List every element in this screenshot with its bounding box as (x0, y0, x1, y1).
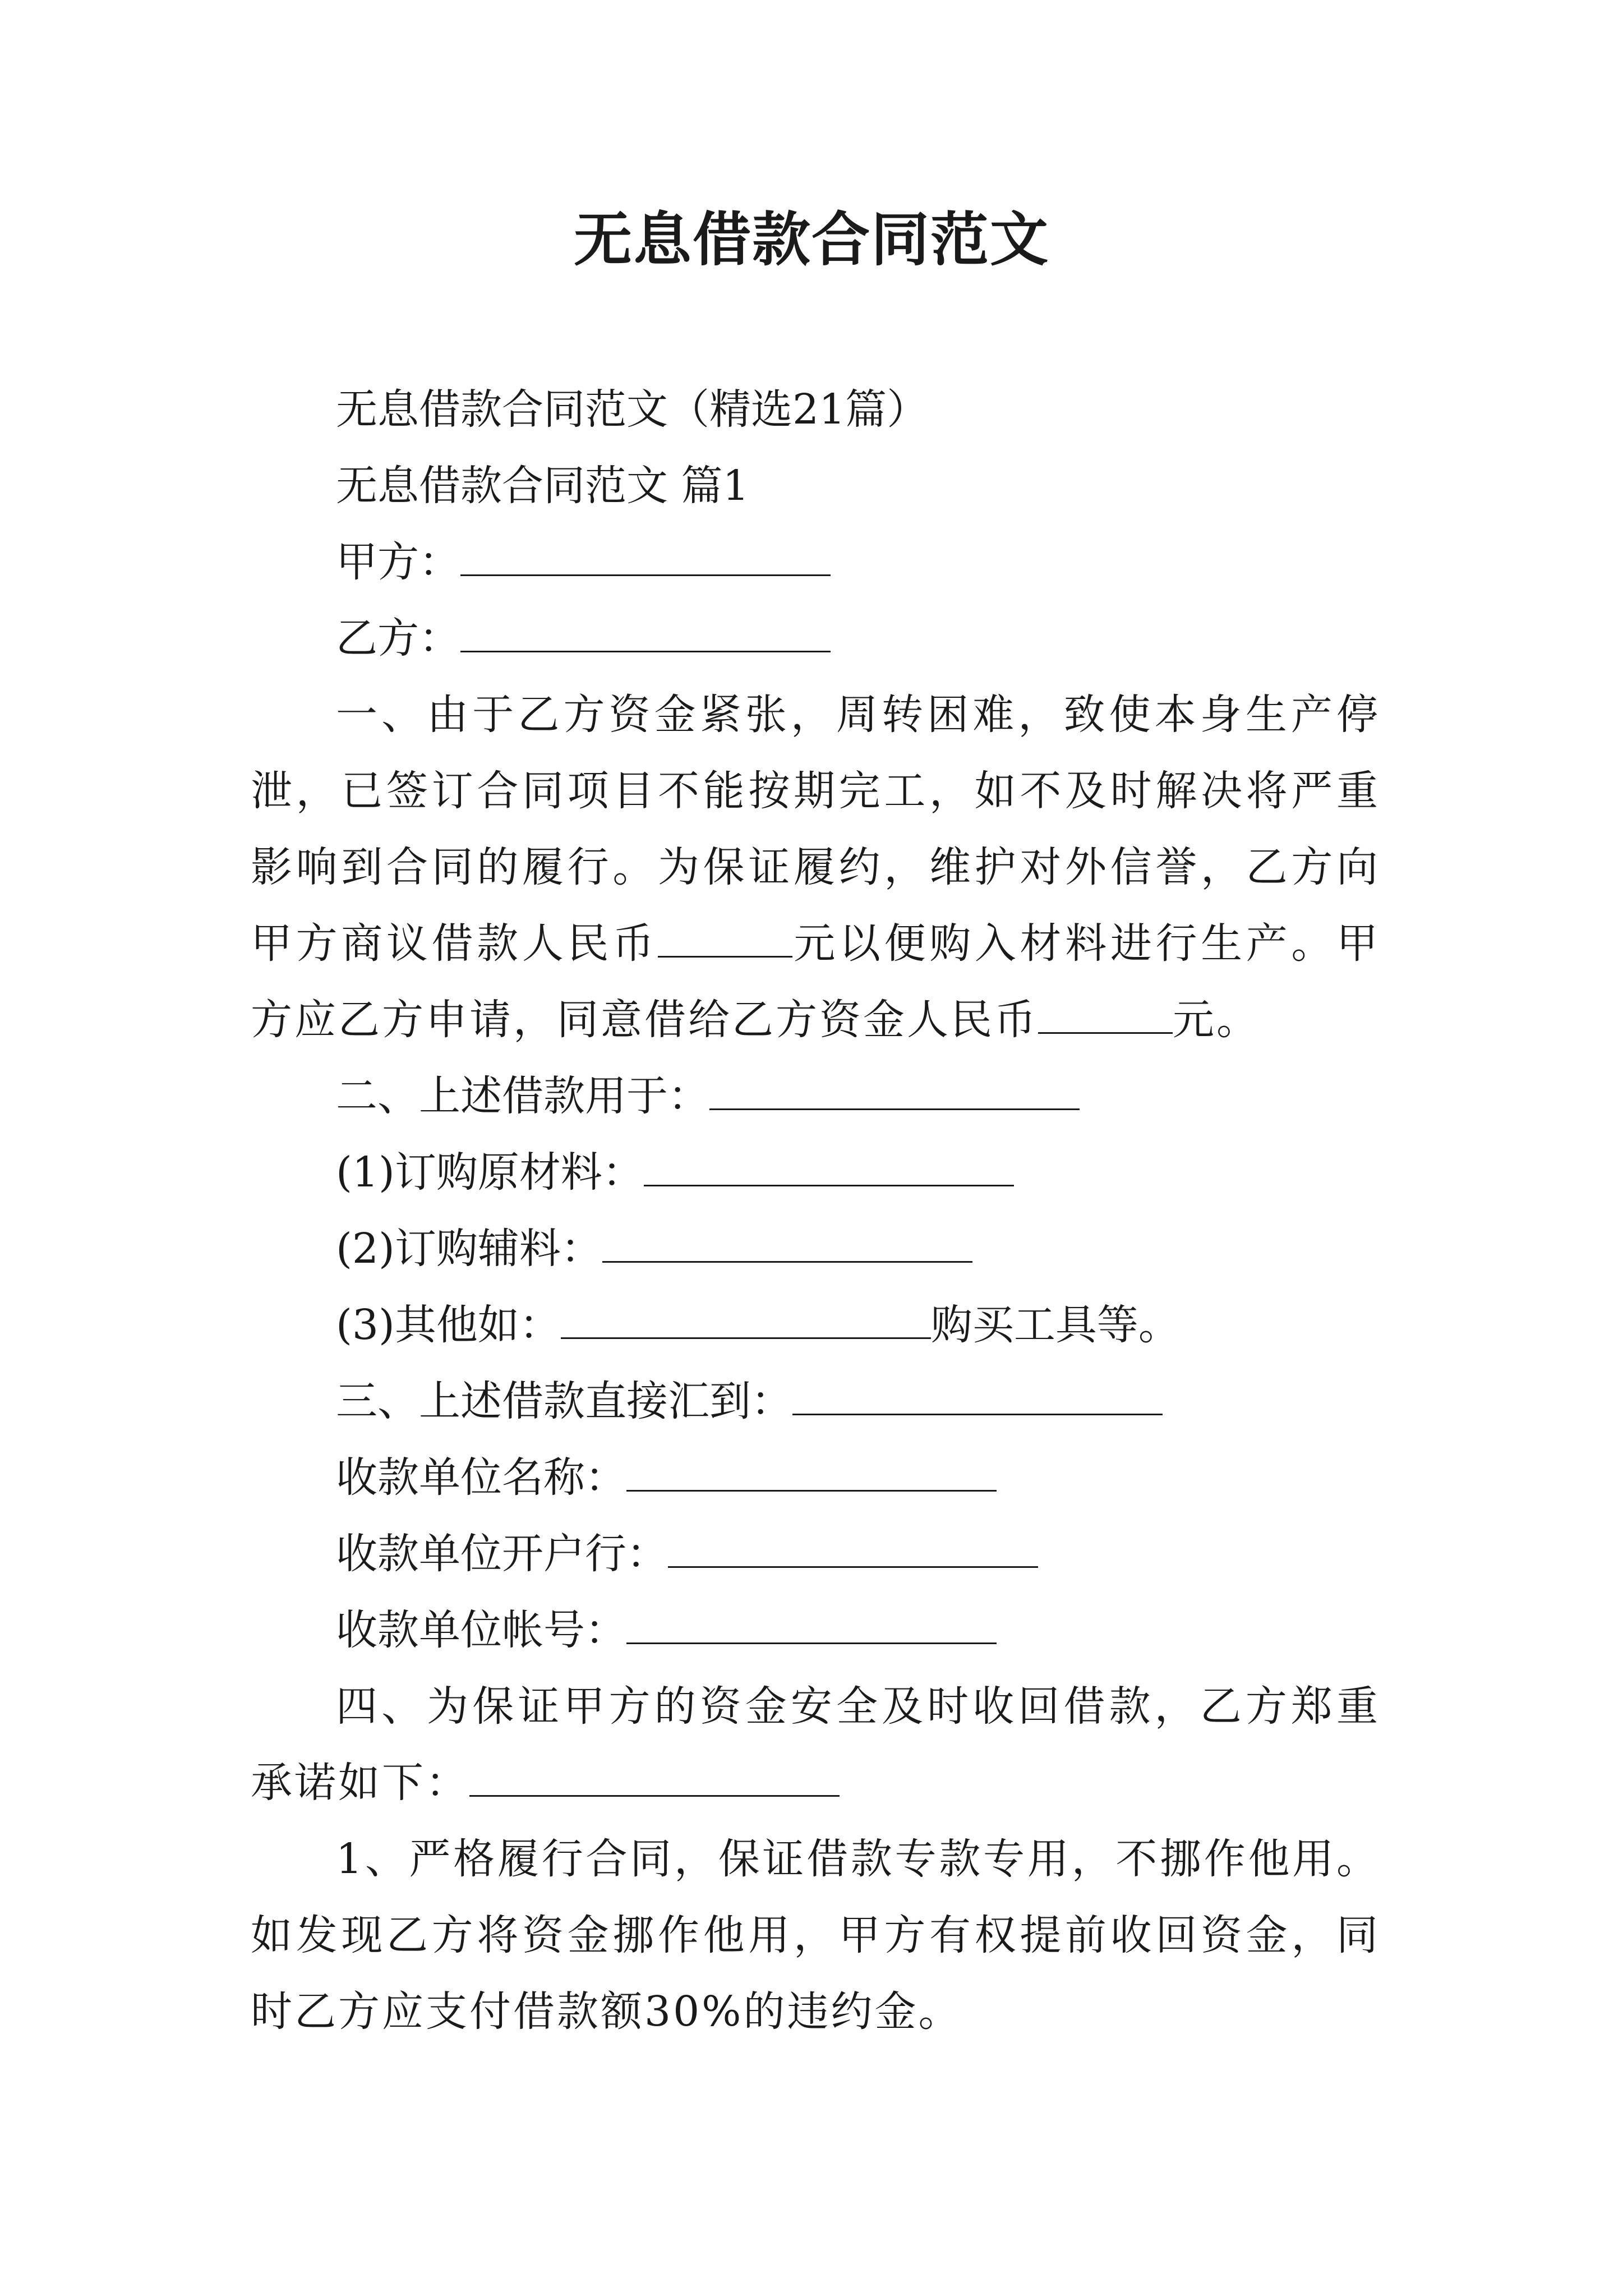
document-subtitle: 无息借款合同范文（精选21篇） (336, 385, 929, 434)
item-2-label: (2)订购辅料： (336, 1225, 602, 1273)
clause-3-label: 三、上述借款直接汇到： (336, 1377, 792, 1425)
payee-name-label: 收款单位名称： (336, 1453, 626, 1502)
granted-amount-blank (1038, 1000, 1173, 1034)
document-title: 无息借款合同范文 (573, 205, 1049, 274)
clause-2-label: 二、上述借款用于： (336, 1072, 709, 1120)
clause-2-line (251, 1058, 1380, 1134)
clause-2-blank (709, 1076, 1080, 1110)
clause-1 (251, 677, 1380, 1058)
payee-name-line (251, 1439, 1380, 1516)
payee-bank-label: 收款单位开户行： (336, 1530, 668, 1578)
party-a-label: 甲方： (336, 538, 460, 586)
item-2-line (251, 1211, 1380, 1287)
promise-1: 1、严格履行合同，保证借款专款专用，不挪作他用。如发现乙方将资金挪作他用，甲方有权提前收回资金，同时乙方应支付借款额30%的违约金。 (251, 1835, 1380, 2036)
item-3-label: (3)其他如： (336, 1301, 561, 1349)
party-a-line (251, 524, 1380, 600)
item-3-blank (561, 1305, 931, 1339)
payee-name-blank (626, 1457, 997, 1492)
item-1-line (251, 1134, 1380, 1211)
payee-account-line (251, 1592, 1380, 1668)
clause-1-text-a: 一、由于乙方资金紧张，周转困难，致使本身生产停泄，已签订合同项目不能按期完工，如不及时解决将严重影响到合同的履行。为保证履约，维护对外信誉，乙方向甲方商议借款人民币 (251, 691, 1380, 968)
item-3-line (251, 1287, 1380, 1363)
item-2-blank (602, 1228, 972, 1263)
clause-4-blank (469, 1763, 840, 1797)
clause-4 (251, 1668, 1380, 1821)
document-body (251, 371, 1380, 2050)
section-heading: 无息借款合同范文 篇1 (336, 462, 749, 510)
clause-4-label: 四、为保证甲方的资金安全及时收回借款，乙方郑重承诺如下： (251, 1682, 1380, 1807)
party-a-blank (460, 542, 831, 576)
party-b-label: 乙方： (336, 614, 460, 662)
payee-bank-line (251, 1516, 1380, 1592)
item-3-suffix: 购买工具等。 (930, 1301, 1180, 1349)
loan-amount-blank (658, 923, 792, 958)
clause-3-line (251, 1363, 1380, 1439)
item-1-label: (1)订购原材料： (336, 1148, 644, 1197)
clause-1-text-b: 元以便购入材料进行生产。甲方应乙方申请，同意借给乙方资金人民币 (251, 919, 1381, 1044)
item-1-blank (644, 1152, 1014, 1186)
clause-3-blank (792, 1381, 1163, 1415)
clause-1-text-c: 元。 (1173, 996, 1260, 1044)
payee-bank-blank (668, 1534, 1038, 1568)
payee-account-label: 收款单位帐号： (336, 1606, 626, 1654)
payee-account-blank (626, 1610, 997, 1644)
party-b-blank (460, 618, 831, 652)
party-b-line (251, 600, 1380, 677)
